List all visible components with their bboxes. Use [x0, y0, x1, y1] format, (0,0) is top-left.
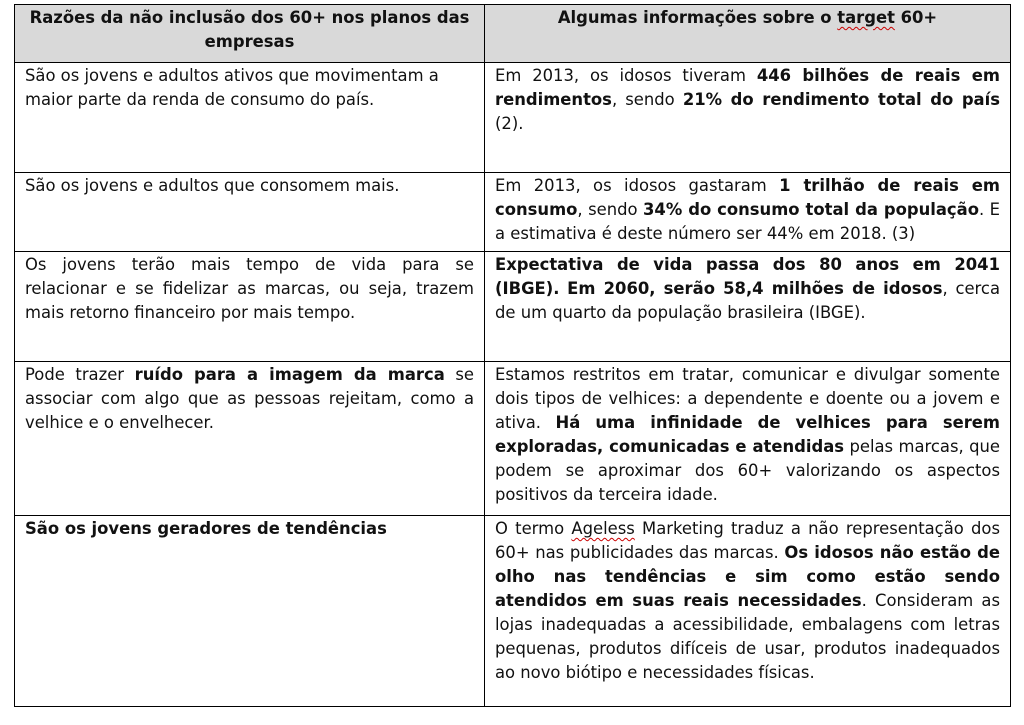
info-text: . E a estimativa é deste número ser 44% em 2018. (3)	[495, 200, 1000, 243]
table-row	[15, 362, 1011, 516]
info-text: O termo	[495, 519, 572, 538]
info-text: Em 2013, os idosos gastaram	[495, 176, 780, 195]
comparison-table	[14, 4, 1011, 707]
info-bold: Há uma infinidade de velhices para serem exploradas, comunicadas e atendidas	[495, 413, 1000, 456]
info-cell	[485, 516, 1011, 707]
table-row	[15, 252, 1011, 362]
info-bold: Os idosos não estão de olho nas tendências e sim como estão sendo atendidos em suas reais necessidades	[495, 543, 1000, 610]
info-cell	[485, 63, 1011, 173]
info-text: Em 2013, os idosos tiveram	[495, 66, 757, 85]
header-info-suffix: 60+	[894, 8, 938, 27]
info-bold: 446 bilhões de reais em rendimentos	[495, 66, 1000, 109]
info-text: pelas marcas, que podem se aproximar dos 60+ valorizando os aspectos positivos da terceira idade.	[495, 437, 1001, 504]
reason-text: se associar com algo que as pessoas rejeitam, como a velhice e o envelhecer.	[25, 365, 474, 432]
info-text: Marketing traduz a não representação dos 60+ nas publicidades das marcas.	[495, 519, 1000, 562]
info-cell	[485, 173, 1011, 252]
info-text: , sendo	[577, 200, 644, 219]
header-row	[15, 5, 1011, 63]
info-bold: 1 trilhão de reais em consumo	[495, 176, 1000, 219]
reason-bold: ruído para a imagem da marca	[134, 365, 445, 384]
info-text: , sendo	[611, 90, 683, 109]
info-cell	[485, 362, 1011, 516]
table-row	[15, 63, 1011, 173]
table-row	[15, 173, 1011, 252]
reason-cell	[15, 362, 485, 516]
reason-text: Pode trazer	[25, 365, 135, 384]
info-bold: Expectativa de vida passa dos 80 anos em 2041 (IBGE).	[495, 255, 1000, 298]
reason-cell: São os jovens e adultos que consomem mais.	[15, 173, 485, 252]
reason-cell	[15, 516, 485, 707]
reason-bold: São os jovens geradores de tendências	[25, 519, 387, 538]
header-info-prefix: Algumas informações sobre o	[557, 8, 838, 27]
table-row	[15, 516, 1011, 707]
info-text: , cerca de um quarto da população brasileira (IBGE).	[495, 279, 1000, 322]
header-info-target: target	[837, 8, 895, 27]
info-text: . Consideram as lojas inadequadas a acessibilidade, embalagens com letras pequenas, produtos difíceis de usar, produtos inadequados ao novo biótipo e necessidades físicas.	[495, 591, 1000, 682]
info-cell	[485, 252, 1011, 362]
reason-cell: São os jovens e adultos ativos que movimentam a maior parte da renda de consumo do país.	[15, 63, 485, 173]
info-bold: 34% do consumo total da população	[643, 200, 979, 219]
info-text: (2).	[495, 114, 524, 133]
info-text: Ageless	[571, 519, 635, 538]
info-text: Estamos restritos em tratar, comunicar e divulgar somente dois tipos de velhices: a dependente e doente ou a jovem e ativa.	[495, 365, 1000, 432]
header-info	[485, 5, 1011, 63]
info-bold: 21% do rendimento total do país	[682, 90, 1000, 109]
header-reasons: Razões da não inclusão dos 60+ nos planos das empresas	[15, 5, 485, 63]
info-bold: Em 2060, serão 58,4 milhões de idosos	[567, 279, 943, 298]
reason-cell: Os jovens terão mais tempo de vida para se relacionar e se fidelizar as marcas, ou seja, trazem mais retorno financeiro por mais tempo.	[15, 252, 485, 362]
